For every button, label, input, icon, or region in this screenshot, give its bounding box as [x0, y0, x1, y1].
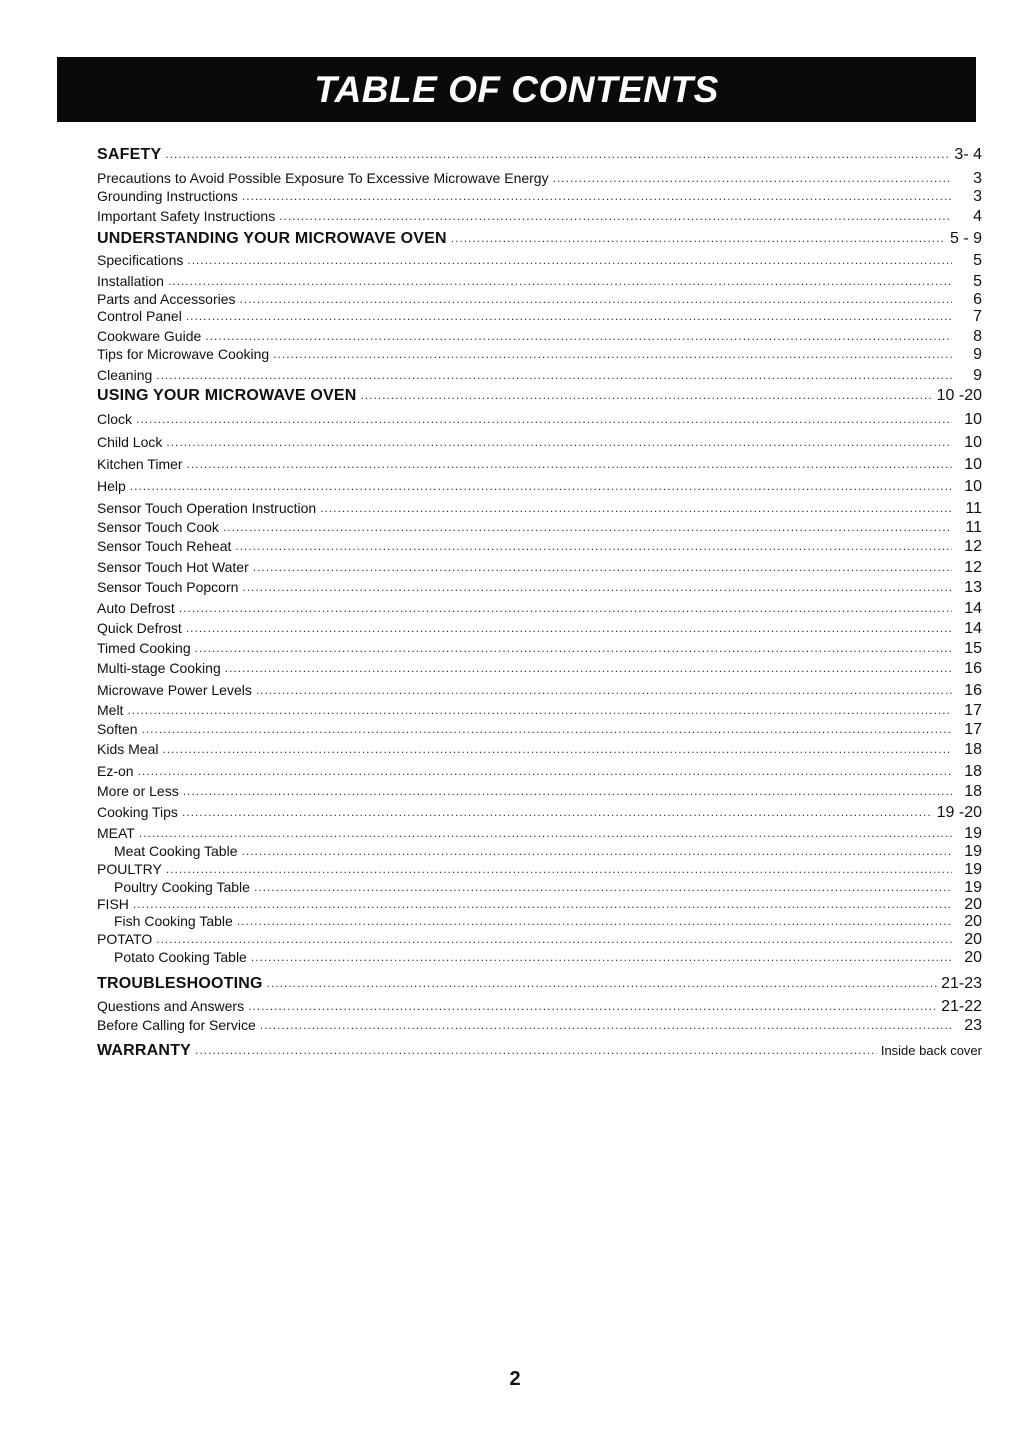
toc-entry-page: 7 [973, 308, 982, 325]
dot-leader [237, 914, 952, 928]
dot-leader [195, 641, 952, 655]
toc-entry-label: FISH [97, 896, 129, 912]
toc-entry [97, 434, 982, 452]
dot-leader [320, 501, 952, 515]
toc-entry [97, 208, 982, 226]
toc-entry [97, 230, 982, 248]
toc-entry-page: 15 [964, 640, 982, 657]
dot-leader [162, 742, 952, 756]
toc-entry-page: 9 [973, 346, 982, 363]
dot-leader [182, 805, 933, 819]
toc-entry-label: Precautions to Avoid Possible Exposure To Excessive Microwave Energy [97, 170, 549, 186]
toc-entry [97, 975, 982, 993]
toc-entry-label: SAFETY [97, 146, 162, 163]
toc-entry [97, 931, 982, 949]
toc-entry-label: Multi-stage Cooking [97, 660, 221, 676]
toc-entry-label: Ez-on [97, 763, 134, 779]
toc-entry-label: Control Panel [97, 308, 182, 324]
dot-leader [187, 253, 952, 267]
toc-entry [97, 682, 982, 700]
toc-entry [97, 783, 982, 801]
toc-entry [97, 146, 982, 164]
toc-entry [97, 949, 982, 967]
toc-entry-label: Clock [97, 411, 133, 427]
toc-entry-page: 16 [964, 660, 982, 677]
toc-entry-page: 10 [964, 456, 982, 473]
toc-entry-page: 18 [964, 763, 982, 780]
toc-entry-label: Cookware Guide [97, 328, 202, 344]
toc-entry-page: 19 [964, 861, 982, 878]
dot-leader [136, 412, 952, 426]
dot-leader [138, 764, 952, 778]
dot-leader [241, 844, 952, 858]
dot-leader [186, 621, 952, 635]
dot-leader [254, 880, 952, 894]
dot-leader [223, 520, 952, 534]
toc-entry [97, 308, 982, 326]
toc-entry-label: TROUBLESHOOTING [97, 975, 263, 992]
toc-entry [97, 600, 982, 618]
toc-entry [97, 456, 982, 474]
toc-entry-label: Microwave Power Levels [97, 682, 252, 698]
toc-entry-page: 3- 4 [954, 146, 982, 163]
toc-entry [97, 328, 982, 346]
toc-entry-page: 14 [964, 620, 982, 637]
toc-entry-page: 4 [973, 208, 982, 225]
dot-leader [133, 897, 952, 911]
toc-entry-label: Specifications [97, 252, 184, 268]
toc-entry-page: 19 [964, 843, 982, 860]
toc-entry [97, 411, 982, 429]
dot-leader [279, 209, 952, 223]
toc-entry-label: Cleaning [97, 367, 153, 383]
toc-entry [97, 620, 982, 638]
toc-entry-label: Tips for Microwave Cooking [97, 346, 270, 362]
dot-leader [260, 1018, 952, 1032]
toc-entry [97, 346, 982, 364]
toc-entry-label: More or Less [97, 783, 179, 799]
toc-entry [97, 500, 982, 518]
dot-leader [451, 231, 946, 245]
toc-entry-label: Parts and Accessories [97, 291, 236, 307]
toc-entry-label: Questions and Answers [97, 998, 245, 1014]
dot-leader [235, 539, 952, 553]
toc-entry-label: Poultry Cooking Table [114, 879, 250, 895]
toc-entry-page: 9 [973, 367, 982, 384]
toc-entry [97, 702, 982, 720]
toc-entry-label: Sensor Touch Operation Instruction [97, 500, 317, 516]
dot-leader [139, 826, 952, 840]
toc-entry-page: 8 [973, 328, 982, 345]
dot-leader [141, 722, 952, 736]
toc-entry-label: Help [97, 478, 126, 494]
toc-entry-label: Installation [97, 273, 164, 289]
toc-entry-label: Child Lock [97, 434, 163, 450]
toc-entry [97, 188, 982, 206]
toc-entry [97, 291, 982, 309]
toc-entry-page: 10 [964, 411, 982, 428]
dot-leader [205, 329, 952, 343]
toc-entry-label: Sensor Touch Cook [97, 519, 219, 535]
toc-entry-page: 20 [964, 913, 982, 930]
dot-leader [166, 435, 952, 449]
dot-leader [127, 703, 952, 717]
dot-leader [166, 862, 952, 876]
toc-entry [97, 741, 982, 759]
toc-entry-label: POULTRY [97, 861, 162, 877]
toc-entry-label: Cooking Tips [97, 804, 178, 820]
toc-entry [97, 367, 982, 385]
toc-entry-label: Important Safety Instructions [97, 208, 276, 224]
dot-leader [130, 479, 952, 493]
toc-entry [97, 579, 982, 597]
toc-entry-page: 12 [964, 538, 982, 555]
toc-entry [97, 763, 982, 781]
toc-entry-page: 10 [964, 434, 982, 451]
toc-entry [97, 861, 982, 879]
toc-entry-label: Sensor Touch Reheat [97, 538, 232, 554]
toc-entry [97, 660, 982, 678]
toc-entry-label: Sensor Touch Hot Water [97, 559, 249, 575]
dot-leader [361, 388, 933, 402]
dot-leader [240, 292, 952, 306]
toc-entry-label: Meat Cooking Table [114, 843, 238, 859]
toc-entry-page: 19 [964, 879, 982, 896]
dot-leader [253, 560, 952, 574]
page-number: 2 [509, 1368, 521, 1390]
toc-entry-label: Fish Cooking Table [114, 913, 233, 929]
toc-entry-page: Inside back cover [880, 1043, 982, 1058]
toc-entry-page: 11 [965, 500, 982, 517]
toc-entry [97, 387, 982, 405]
dot-leader [267, 976, 937, 990]
toc-entry [97, 721, 982, 739]
toc-entry-page: 5 [973, 252, 982, 269]
toc-entry [97, 843, 982, 861]
toc-entry-label: Timed Cooking [97, 640, 191, 656]
toc-entry-page: 3 [973, 170, 982, 187]
toc-entry-page: 23 [964, 1017, 982, 1034]
toc-entry [97, 804, 982, 822]
dot-leader [273, 347, 952, 361]
toc-entry-page: 20 [964, 896, 982, 913]
dot-leader [242, 580, 952, 594]
toc-entry-label: Auto Defrost [97, 600, 175, 616]
toc-entry-page: 17 [964, 721, 982, 738]
page-title: TABLE OF CONTENTS [314, 68, 719, 110]
dot-leader [179, 601, 952, 615]
toc-entry-page: 5 - 9 [949, 230, 982, 247]
toc-entry [97, 640, 982, 658]
toc-entry [97, 273, 982, 291]
toc-entry-label: POTATO [97, 931, 153, 947]
dot-leader [156, 932, 952, 946]
toc-entry-page: 6 [973, 291, 982, 308]
dot-leader [195, 1043, 877, 1057]
toc-entry-label: Before Calling for Service [97, 1017, 256, 1033]
toc-entry [97, 896, 982, 914]
toc-entry-label: Sensor Touch Popcorn [97, 579, 239, 595]
toc-entry [97, 478, 982, 496]
toc-entry-label: Soften [97, 721, 138, 737]
toc-entry-page: 17 [964, 702, 982, 719]
dot-leader [156, 368, 952, 382]
dot-leader [187, 457, 952, 471]
toc-entry-page: 20 [964, 949, 982, 966]
toc-entry-page: 13 [964, 579, 982, 596]
toc-entry [97, 519, 982, 537]
toc-entry-label: USING YOUR MICROWAVE OVEN [97, 387, 357, 404]
toc-entry [97, 913, 982, 931]
toc-entry-page: 10 [964, 478, 982, 495]
toc-entry [97, 998, 982, 1016]
dot-leader [248, 999, 937, 1013]
toc-entry-page: 12 [964, 559, 982, 576]
toc-entry-page: 21-22 [941, 998, 982, 1015]
toc-entry-label: Grounding Instructions [97, 188, 238, 204]
toc-entry-page: 3 [973, 188, 982, 205]
dot-leader [183, 784, 952, 798]
toc-entry-label: MEAT [97, 825, 135, 841]
toc-entry [97, 170, 982, 188]
dot-leader [251, 950, 952, 964]
toc-entry [97, 825, 982, 843]
toc-entry-label: UNDERSTANDING YOUR MICROWAVE OVEN [97, 230, 447, 247]
toc-entry-page: 16 [964, 682, 982, 699]
dot-leader [186, 309, 952, 323]
toc-entry-label: Kids Meal [97, 741, 159, 757]
toc-entry [97, 1042, 982, 1060]
dot-leader [165, 147, 950, 161]
toc-entry [97, 252, 982, 270]
toc-entry-page: 19 -20 [936, 804, 982, 821]
dot-leader [225, 661, 952, 675]
dot-leader [256, 683, 952, 697]
toc-entry-page: 10 -20 [936, 387, 982, 404]
toc-entry [97, 559, 982, 577]
toc-entry-page: 14 [964, 600, 982, 617]
toc-entry-page: 21-23 [941, 975, 982, 992]
toc-entry-label: Melt [97, 702, 124, 718]
toc-entry [97, 538, 982, 556]
toc-entry-page: 18 [964, 741, 982, 758]
toc-entry-label: WARRANTY [97, 1042, 192, 1059]
toc-entry-page: 18 [964, 783, 982, 800]
toc-entry-label: Kitchen Timer [97, 456, 183, 472]
toc-entry [97, 1017, 982, 1035]
toc-entry-page: 11 [965, 519, 982, 536]
dot-leader [242, 189, 952, 203]
toc-entry-page: 19 [964, 825, 982, 842]
toc-entry-label: Quick Defrost [97, 620, 182, 636]
toc-entry-page: 20 [964, 931, 982, 948]
toc-entry [97, 879, 982, 897]
toc-entry-page: 5 [973, 273, 982, 290]
dot-leader [168, 274, 952, 288]
dot-leader [553, 171, 952, 185]
toc-entry-label: Potato Cooking Table [114, 949, 247, 965]
